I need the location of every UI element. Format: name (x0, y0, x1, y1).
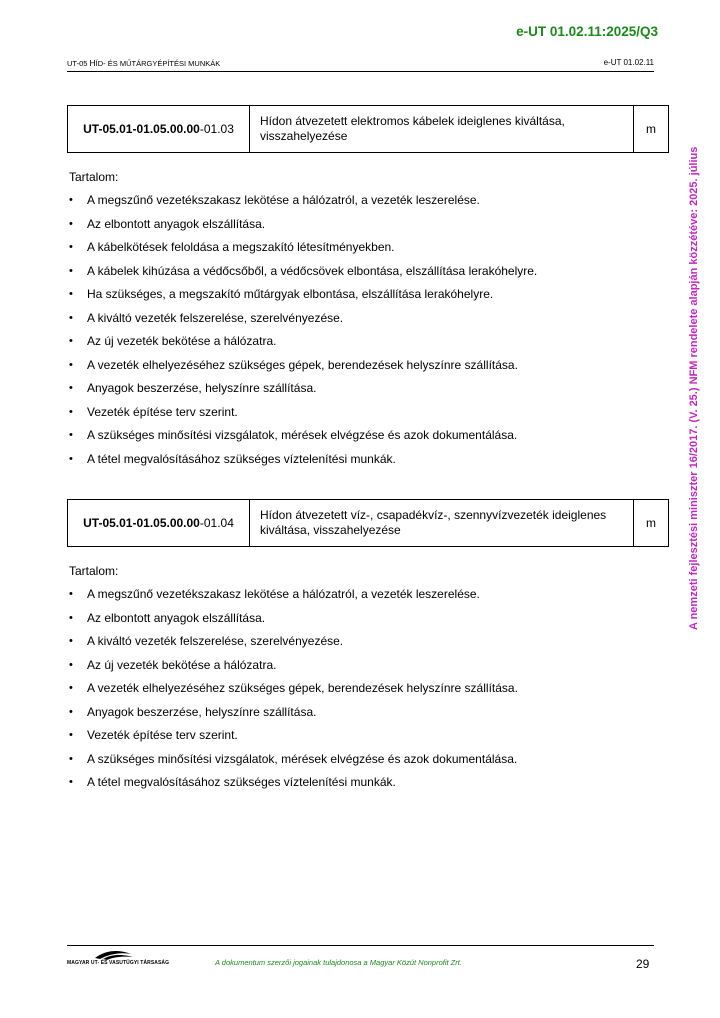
document-code: e-UT 01.02.11:2025/Q3 (516, 24, 658, 39)
copyright-notice: A dokumentum szerzői jogainak tulajdonosa a Magyar Közút Nonprofit Zrt. (215, 958, 462, 967)
bullet-icon: • (69, 429, 73, 441)
bullet-icon: • (69, 382, 73, 394)
header-section-title (67, 58, 220, 68)
header-title-initial: H (89, 58, 96, 68)
bullet-icon: • (69, 194, 73, 206)
item-table-1 (67, 105, 669, 153)
item-table-2 (67, 499, 669, 547)
list-item-text: Anyagok beszerzése, helyszínre szállítása. (87, 381, 317, 395)
item-description: Hídon átvezetett elektromos kábelek ideiglenes kiváltása, visszahelyezése (250, 106, 634, 152)
list-item-text: A kábelek kihúzása a védőcsőből, a védőcsövek elbontása, elszállítása lerakóhelyre. (87, 263, 538, 278)
bullet-icon: • (69, 405, 73, 418)
list-item-text: A szükséges minősítési vizsgálatok, mérések elvégzése és azok dokumentálása. (87, 751, 518, 766)
list-item (69, 610, 518, 634)
list-item (69, 310, 537, 334)
list-item (69, 451, 537, 475)
list-item-text: A megszűnő vezetékszakasz lekötése a hálózatról, a vezeték leszerelése. (87, 193, 480, 207)
list-item-text: A szükséges minősítési vizsgálatok, mérések elvégzése és azok dokumentálása. (87, 428, 518, 442)
item-unit: m (646, 122, 656, 136)
bullet-icon: • (69, 217, 73, 230)
bullet-icon: • (69, 776, 73, 788)
bullet-icon: • (69, 705, 73, 718)
content-label: Tartalom: (69, 564, 119, 578)
list-item (69, 586, 518, 610)
running-header (67, 58, 654, 72)
list-item (69, 680, 518, 704)
item-code-suffix: -01.04 (199, 516, 234, 530)
bullet-icon: • (69, 635, 73, 647)
item-code-main: UT-05.01-01.05.00.00 (83, 122, 200, 136)
bullet-icon: • (69, 335, 73, 347)
list-item-text: A vezeték elhelyezéséhez szükséges gépek, berendezések helyszínre szállítása. (87, 681, 518, 695)
list-item (69, 216, 537, 240)
list-item (69, 774, 518, 798)
bullet-icon: • (69, 311, 73, 324)
list-item-text: Az elbontott anyagok elszállítása. (87, 216, 266, 231)
item-code (68, 106, 250, 152)
bullet-icon: • (69, 752, 73, 765)
item-description: Hídon átvezetett víz-, csapadékvíz-, szennyvízvezeték ideiglenes kiváltása, visszahelyezése (250, 500, 634, 546)
bullet-icon: • (69, 264, 73, 277)
list-item-text: A kábelkötések feloldása a megszakító létesítményekben. (87, 240, 395, 254)
list-item (69, 192, 537, 216)
list-item (69, 657, 518, 681)
publication-note (688, 95, 700, 630)
list-item (69, 286, 537, 310)
publication-note-text: A nemzeti fejlesztési miniszter 16/2017. (V. 25.) NFM rendelete alapján közzétéve: 2025. július (688, 146, 700, 630)
list-item-text: Vezeték építése terv szerint. (87, 728, 238, 742)
footer-divider (67, 945, 654, 946)
list-item-text: A kiváltó vezeték felszerelése, szerelvényezése. (87, 310, 344, 325)
bullet-icon: • (69, 611, 73, 624)
bullet-icon: • (69, 682, 73, 694)
list-item (69, 357, 537, 381)
list-item-text: Az új vezeték bekötése a hálózatra. (87, 657, 277, 672)
list-item-text: A kiváltó vezeték felszerelése, szerelvényezése. (87, 634, 344, 648)
bullet-icon: • (69, 241, 73, 253)
list-item-text: Az új vezeték bekötése a hálózatra. (87, 334, 277, 348)
association-logo-icon (67, 948, 170, 970)
list-item-text: A vezeték elhelyezéséhez szükséges gépek, berendezések helyszínre szállítása. (87, 357, 518, 372)
list-item-text: A tétel megvalósításához szükséges víztelenítési munkák. (87, 451, 396, 466)
list-item (69, 333, 537, 357)
bullet-icon: • (69, 588, 73, 600)
header-code: UT-05 (67, 59, 88, 68)
bullet-icon: • (69, 658, 73, 671)
list-item (69, 380, 537, 404)
bullet-icon: • (69, 358, 73, 371)
bullet-icon: • (69, 452, 73, 465)
list-item-text: Ha szükséges, a megszakító műtárgyak elbontása, elszállítása lerakóhelyre. (87, 287, 494, 301)
list-item-text: A megszűnő vezetékszakasz lekötése a hálózatról, a vezeték leszerelése. (87, 587, 480, 601)
content-label: Tartalom: (69, 170, 119, 184)
list-item (69, 404, 537, 428)
item-code-main: UT-05.01-01.05.00.00 (83, 516, 200, 530)
bullet-icon: • (69, 729, 73, 741)
content-list-1 (69, 192, 537, 474)
page-number: 29 (636, 957, 650, 971)
list-item (69, 239, 537, 263)
list-item-text: Anyagok beszerzése, helyszínre szállítása. (87, 704, 317, 719)
list-item (69, 263, 537, 287)
list-item (69, 633, 518, 657)
item-code (68, 500, 250, 546)
item-unit: m (646, 516, 656, 530)
list-item-text: Vezeték építése terv szerint. (87, 404, 238, 419)
list-item (69, 427, 537, 451)
content-list-2 (69, 586, 518, 798)
list-item-text: A tétel megvalósításához szükséges víztelenítési munkák. (87, 775, 396, 789)
list-item-text: Az elbontott anyagok elszállítása. (87, 610, 266, 625)
item-code-suffix: -01.03 (199, 122, 234, 136)
header-title-rest: ÍD- ÉS MŰTÁRGYÉPÍTÉSI MUNKÁK (95, 59, 221, 68)
logo-text: MAGYAR UT- ÉS VASUTÜGYI TÁRSASÁG (67, 960, 170, 966)
bullet-icon: • (69, 288, 73, 300)
list-item (69, 727, 518, 751)
list-item (69, 751, 518, 775)
header-doc-ref: e-UT 01.02.11 (603, 58, 654, 67)
list-item (69, 704, 518, 728)
